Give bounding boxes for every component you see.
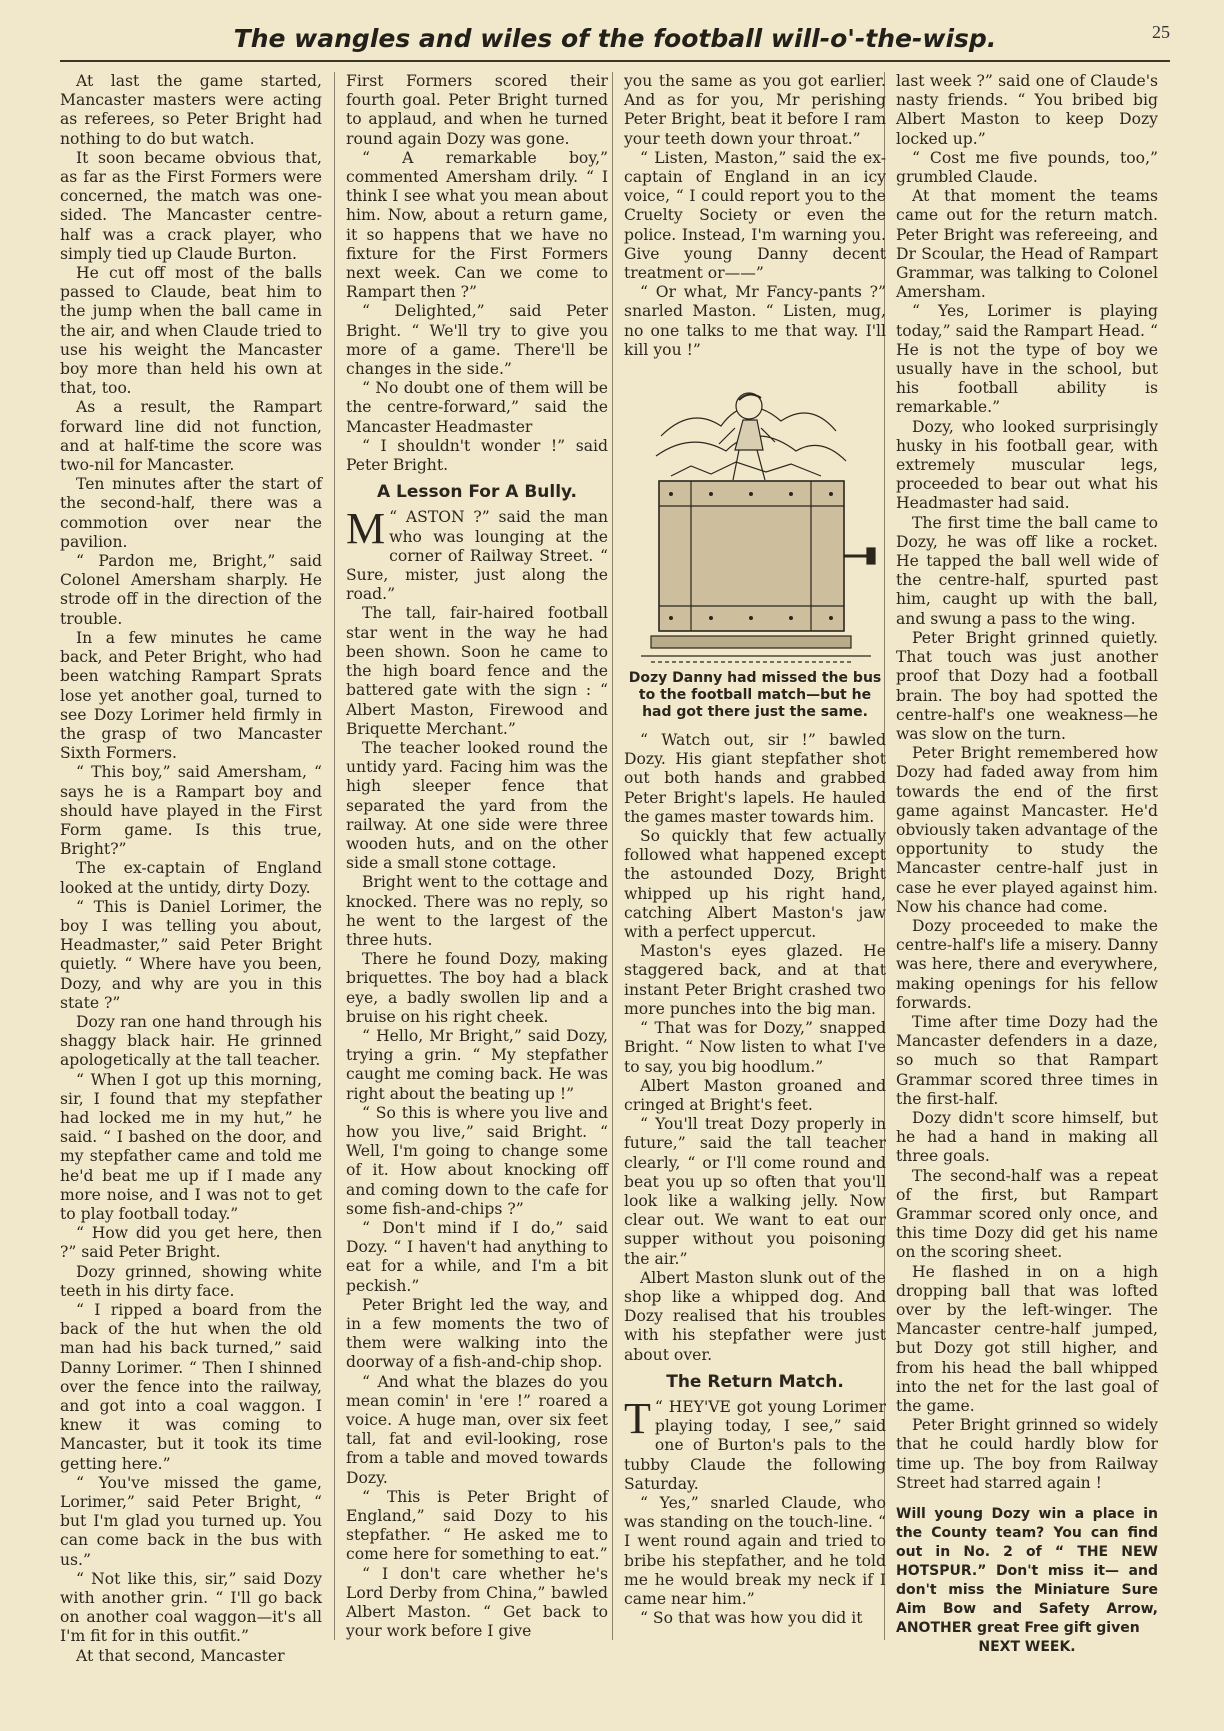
column-divider bbox=[334, 72, 335, 1640]
illustration-caption: Dozy Danny had missed the bus to the football match—but he had got there just the same. bbox=[628, 670, 882, 721]
paragraph: Dozy, who looked surprisingly husky in his football gear, with extremely muscular legs, proceeded to bear out what his Headmaster had said. bbox=[896, 417, 1158, 513]
paragraph: First Formers scored their fourth goal. Peter Bright turned to applaud, and when he turned round again Dozy was gone. bbox=[346, 72, 608, 148]
paragraph: Time after time Dozy had the Mancaster defenders in a daze, so much so that Rampart Grammar scored three times in the first-half. bbox=[896, 1012, 1158, 1108]
drop-cap: M bbox=[346, 504, 386, 554]
next-issue-promo bbox=[896, 1505, 1158, 1657]
paragraph: “ When I got up this morning, sir, I found that my stepfather had locked me in my hut,” he said. “ I bashed on the door, and my stepfather came and told me he'd beat me up if I made any more noise, and I was not to get to play football today.” bbox=[60, 1070, 322, 1223]
paragraph: “ How did you get here, then ?” said Peter Bright. bbox=[60, 1224, 322, 1262]
paragraph: “ You'll treat Dozy properly in future,” said the tall teacher clearly, “ or I'll come round and beat you up so often that you'll look like a walking jelly. Now clear out. We want to eat our supper without you poisoning the air.” bbox=[624, 1115, 886, 1268]
paragraph: Peter Bright grinned quietly. That touch was just another proof that Dozy had a football brain. The boy had spotted the centre-half's one weakness—he was slow on the turn. bbox=[896, 628, 1158, 743]
text-column-2 bbox=[346, 72, 608, 1640]
paragraph: “ Yes,” snarled Claude, who was standing on the touch-line. “ I went round again and tried to bribe his stepfather, and he told me he would break my neck if I came near him.” bbox=[624, 1493, 886, 1608]
paragraph: you the same as you got earlier. And as for you, Mr perishing Peter Bright, beat it before I ram your teeth down your throat.” bbox=[624, 72, 886, 148]
paragraph: “ M ASTON ?” said the man who was lounging at the corner of Railway Street. “ Sure, mister, just along the road.” bbox=[346, 504, 608, 604]
paragraph: At that moment the teams came out for the return match. Peter Bright was refereeing, and Dr Scoular, the Head of Rampart Grammar, was talking to Colonel Amersham. bbox=[896, 187, 1158, 302]
paragraph: “ I don't care whether he's Lord Derby from China,” bawled Albert Maston. “ Get back to your work before I give bbox=[346, 1564, 608, 1641]
paragraph: “ T HEY'VE got young Lorimer playing today, I see,” said one of Burton's pals to the tubby Claude the following Saturday. bbox=[624, 1393, 886, 1493]
paragraph-text: ASTON ?” said the man who was lounging at the corner of Railway Street. “ Sure, mister, just along the road.” bbox=[346, 508, 608, 604]
paragraph: There he found Dozy, making briquettes. The boy had a black eye, a badly swollen lip and a bruise on his right cheek. bbox=[346, 950, 608, 1026]
paragraph: “ That was for Dozy,” snapped Bright. “ Now listen to what I've to say, you big hoodlum.” bbox=[624, 1019, 886, 1076]
paragraph: “ Cost me five pounds, too,” grumbled Claude. bbox=[896, 148, 1158, 187]
paragraph: Dozy grinned, showing white teeth in his dirty face. bbox=[60, 1262, 322, 1300]
paragraph: Peter Bright remembered how Dozy had faded away from him towards the end of the first game against Mancaster. He'd obviously taken advantage of the opportunity to study the Mancaster centre-half just in case he ever played against him. Now his chance had come. bbox=[896, 744, 1158, 916]
paragraph: The first time the ball came to Dozy, he was off like a rocket. He tapped the ball well wide of the centre-half, spurted past him, caught up with the ball, and swung a pass to the wing. bbox=[896, 513, 1158, 628]
paragraph: “ And what the blazes do you mean comin' in 'ere !” roared a voice. A huge man, over six feet tall, fat and evil-looking, rose from a table and moved towards Dozy. bbox=[346, 1372, 608, 1487]
paragraph: Bright went to the cottage and knocked. There was no reply, so he went to the largest of the three huts. bbox=[346, 873, 608, 949]
paragraph: “ This is Daniel Lorimer, the boy I was telling you about, Headmaster,” said Peter Bright quietly. “ Where have you been, Dozy, and why are you in this state ?” bbox=[60, 897, 322, 1012]
paragraph: At last the game started, Mancaster masters were acting as referees, so Peter Bright had nothing to do but watch. bbox=[60, 72, 322, 148]
paragraph: last week ?” said one of Claude's nasty friends. “ You bribed big Albert Maston to keep Dozy locked up.” bbox=[896, 72, 1158, 148]
paragraph: Ten minutes after the start of the second-half, there was a commotion over near the pavilion. bbox=[60, 475, 322, 551]
paragraph: “ Delighted,” said Peter Bright. “ We'll try to give you more of a game. There'll be changes in the side.” bbox=[346, 302, 608, 379]
page-number: 25 bbox=[1152, 22, 1170, 42]
paragraph: It soon became obvious that, as far as the First Formers were concerned, the match was one-sided. The Mancaster centre-half was a crack player, who simply tied up Claude Burton. bbox=[60, 148, 322, 263]
paragraph: Peter Bright grinned so widely that he could hardly blow for time up. The boy from Railway Street had starred again ! bbox=[896, 1416, 1158, 1492]
section-heading: A Lesson For A Bully. bbox=[376, 482, 578, 503]
drop-cap: T bbox=[624, 1393, 651, 1443]
paragraph: Maston's eyes glazed. He staggered back, and at that instant Peter Bright crashed two more punches into the big man. bbox=[624, 942, 886, 1018]
paragraph: “ So that was how you did it bbox=[640, 1609, 863, 1628]
paragraph: “ Pardon me, Bright,” said Colonel Amersham sharply. He strode off in the direction of the trouble. bbox=[60, 552, 322, 628]
paragraph: Dozy didn't score himself, but he had a hand in making all three goals. bbox=[896, 1108, 1158, 1166]
paragraph: Albert Maston slunk out of the shop like a whipped dog. And Dozy realised that his troubles with his stepfather were just about over. bbox=[624, 1268, 886, 1364]
paragraph: So quickly that few actually followed what happened except the astounded Dozy, Bright whipped up his right hand, catching Albert Maston's jaw with a perfect uppercut. bbox=[624, 827, 886, 942]
paragraph: “ Don't mind if I do,” said Dozy. “ I haven't had anything to eat for a while, and I'm a bit peckish.” bbox=[346, 1218, 608, 1295]
paragraph: “ Hello, Mr Bright,” said Dozy, trying a grin. “ My stepfather caught me coming back. He was right about the beating up !” bbox=[346, 1026, 608, 1103]
text-column-4 bbox=[896, 72, 1158, 1656]
paragraph: “ I shouldn't wonder !” said Peter Bright. bbox=[346, 436, 608, 475]
paragraph: The tall, fair-haired football star went in the way he had been shown. Soon he came to the high board fence and the battered gate with the sign : “ Albert Maston, Firewood and Briquette Merchant.” bbox=[346, 604, 608, 738]
paragraph: “ No doubt one of them will be the centre-forward,” said the Mancaster Headmaster bbox=[346, 379, 608, 436]
paragraph: At that second, Mancaster bbox=[76, 1646, 285, 1665]
paragraph: Dozy ran one hand through his shaggy black hair. He grinned apologetically at the tall teacher. bbox=[60, 1012, 322, 1070]
paragraph: “ This is Peter Bright of England,” said Dozy to his stepfather. “ He asked me to come here for something to eat.” bbox=[346, 1487, 608, 1564]
page-title: The wangles and wiles of the football will-o'-the-wisp. bbox=[233, 24, 997, 53]
paragraph: “ Listen, Maston,” said the ex-captain of England in an icy voice, “ I could report you to the Cruelty Society or even the police. Instead, I'm warning you. Give young Danny decent treatment or——” bbox=[624, 148, 886, 283]
paragraph-text: HEY'VE got young Lorimer playing today, I see,” said one of Burton's pals to the tubby Claude the following Saturday. bbox=[624, 1397, 886, 1493]
paragraph: The teacher looked round the untidy yard. Facing him was the high sleeper fence that separated the yard from the railway. At one side were three wooden huts, and on the other side a small stone cottage. bbox=[346, 738, 608, 873]
column-divider bbox=[612, 72, 613, 1640]
paragraph: “ Not like this, sir,” said Dozy with another grin. “ I'll go back on another coal waggon—it's all I'm fit for in this outfit.” bbox=[60, 1569, 322, 1646]
paragraph: “ A remarkable boy,” commented Amersham drily. “ I think I see what you mean about him. Now, about a return game, it so happens that we have no fixture for the First Formers next week. Can we come to Rampart then ?” bbox=[346, 148, 608, 302]
promo-text: Will young Dozy win a place in the County team? You can find out in No. 2 of “ THE NEW HOTSPUR.” Don't miss it— and don't miss the Miniature Sure Aim Bow and Safety Arrow, ANOTHER great Free gift given bbox=[896, 1506, 1158, 1637]
paragraph: “ I ripped a board from the back of the hut when the old man had his back turned,” said Danny Lorimer. “ Then I shinned over the fence into the railway, and got into a coal waggon. I knew it was coming to Mancaster, but it took its time getting here.” bbox=[60, 1301, 322, 1473]
paragraph: In a few minutes he came back, and Peter Bright, who had been watching Rampart Sprats lose yet another goal, turned to see Dozy Lorimer held firmly in the grasp of two Mancaster Sixth Formers. bbox=[60, 628, 322, 763]
page-header bbox=[60, 20, 1170, 62]
text-column-3 bbox=[624, 72, 886, 1640]
paragraph: He flashed in on a high dropping ball that was lofted over by the left-winger. The Mancaster centre-half jumped, but Dozy got still higher, and from his head the ball whipped into the net for the last goal of the game. bbox=[896, 1262, 1158, 1416]
paragraph: The second-half was a repeat of the first, but Rampart Grammar scored only once, and this time Dozy did get his name on the scoring sheet. bbox=[896, 1166, 1158, 1262]
paragraph: “ So this is where you live and how you live,” said Bright. “ Well, I'm going to change some of it. How about knocking off and coming down to the cafe for some fish-and-chips ?” bbox=[346, 1103, 608, 1218]
text-column-1 bbox=[60, 72, 322, 1665]
paragraph: Albert Maston groaned and cringed at Bright's feet. bbox=[624, 1076, 886, 1114]
paragraph: “ Watch out, sir !” bawled Dozy. His giant stepfather shot out both hands and grabbed Peter Bright's lapels. He hauled the games master towards him. bbox=[624, 731, 886, 826]
section-heading: The Return Match. bbox=[666, 1371, 844, 1392]
paragraph: Dozy proceeded to make the centre-half's life a misery. Danny was here, there and everywhere, making openings for his fellow forwards. bbox=[896, 916, 1158, 1012]
dozy-on-coal-waggon-illustration bbox=[631, 366, 879, 666]
promo-end: NEXT WEEK. bbox=[978, 1639, 1076, 1656]
paragraph: “ You've missed the game, Lorimer,” said Peter Bright, “ but I'm glad you turned up. You can come back in the bus with us.” bbox=[60, 1473, 322, 1569]
paragraph: Peter Bright led the way, and in a few moments the two of them were walking into the doorway of a fish-and-chip shop. bbox=[346, 1295, 608, 1372]
paragraph: “ Or what, Mr Fancy-pants ?” snarled Maston. “ Listen, mug, no one talks to me that way. I'll kill you !” bbox=[624, 283, 886, 359]
paragraph: “ Yes, Lorimer is playing today,” said the Rampart Head. “ He is not the type of boy we usually have in the school, but his football ability is remarkable.” bbox=[896, 302, 1158, 417]
paragraph: He cut off most of the balls passed to Claude, beat him to the jump when the ball came in the air, and when Claude tried to use his weight the Mancaster boy more than held his own at that, too. bbox=[60, 264, 322, 398]
paragraph: The ex-captain of England looked at the untidy, dirty Dozy. bbox=[60, 859, 322, 897]
paragraph: As a result, the Rampart forward line did not function, and at half-time the score was two-nil for Mancaster. bbox=[60, 398, 322, 475]
paragraph: “ This boy,” said Amersham, “ says he is a Rampart boy and should have played in the First Form game. Is this true, Bright?” bbox=[60, 763, 322, 859]
